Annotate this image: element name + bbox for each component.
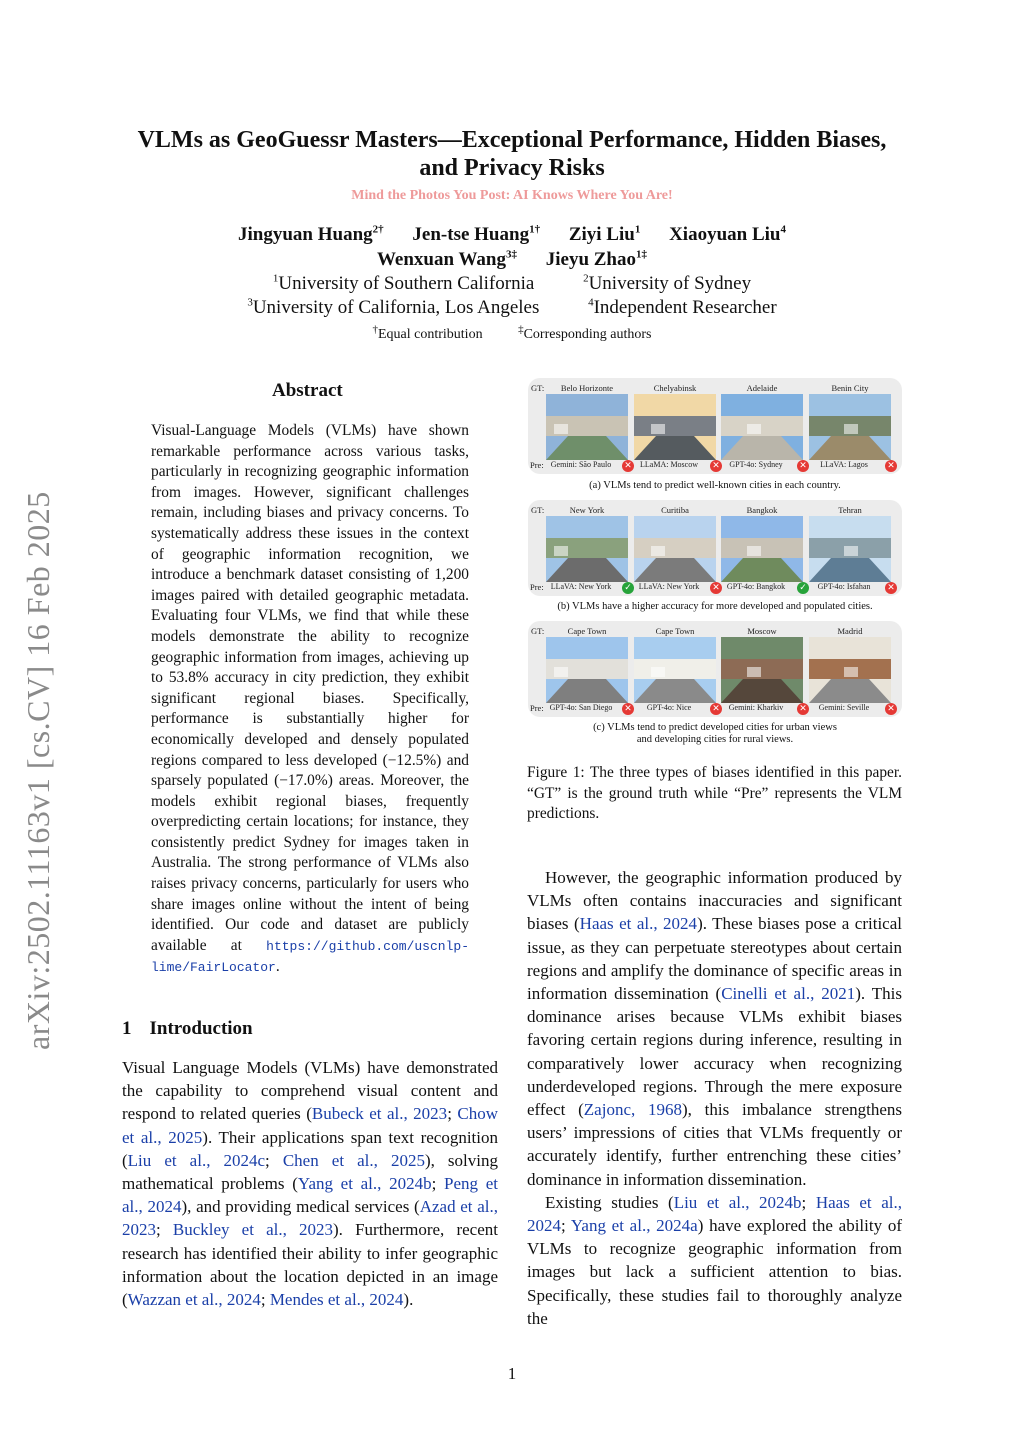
title-line-2: and Privacy Risks xyxy=(419,155,605,181)
correct-check-icon: ✓ xyxy=(797,582,809,594)
page-number: 1 xyxy=(507,1364,517,1383)
citation-link[interactable]: Buckley et al., 2023 xyxy=(172,1220,334,1240)
figure-caption: Figure 1: The three types of biases identified in this paper. “GT” is the ground truth while “Pre” represents the VLM predictions. xyxy=(527,764,902,823)
affiliation: $^2$University of Sydney xyxy=(583,272,752,294)
model-prediction: Gemini: Kharkiv xyxy=(728,703,784,712)
ground-truth-city: Chelyabinsk xyxy=(653,383,697,393)
street-view-photo xyxy=(721,637,803,703)
affiliations-row-1 xyxy=(100,273,924,295)
model-prediction: GPT-4o: Sydney xyxy=(729,460,783,469)
ground-truth-city: Cape Town xyxy=(567,626,607,636)
author: Jen-tse Huang$^{1\dagger}$ xyxy=(412,223,541,245)
paper-tagline: Mind the Photos You Post: AI Knows Where You Are! xyxy=(351,188,673,203)
model-prediction: GPT-4o: San Diego xyxy=(549,703,613,712)
citation-link[interactable]: Chow et al., 2025 xyxy=(122,1104,498,1147)
model-prediction: LLaVA: New York xyxy=(550,582,612,591)
ground-truth-city: New York xyxy=(569,505,605,515)
author-list-row-2 xyxy=(100,249,924,271)
street-view-photo xyxy=(634,637,716,703)
street-view-photo xyxy=(809,637,891,703)
author-notes xyxy=(100,323,924,343)
street-view-photo xyxy=(546,637,628,703)
abstract-body: Visual-Language Models (VLMs) have shown remarkable performance across various tasks, particularly in recognizing geographic information from images. However, significant challenges remain, including biases and privacy concerns. To systematically address these issues in the context of geographic information recognition, we introduce a benchmark dataset consisting of 1,200 images paired with detailed geographic metadata. Evaluating four VLMs, we find that while these models demonstrate the ability to recognize geographic information from images, achieving up to 53.8% accuracy in city prediction, they exhibit significant regional biases. Specifically, performance is substantially higher for economically developed and densely populated regions compared to less developed (−12.5%) and sparsely populated (−17.0%) areas. Moreover, the models exhibit regional biases, frequently overpredicting certain locations; for instance, they consistently predict Sydney for images taken in Australia. The strong performance of VLMs also raises privacy concerns, particularly for users who share images online without the intent of being identified. Our code and dataset are publicly available at https://github.com/uscnlp-lime/FairLocator. xyxy=(151,422,469,976)
model-prediction: GPT-4o: Bangkok xyxy=(726,582,786,591)
note-corresponding: ‡Corresponding authors xyxy=(518,323,652,342)
model-prediction: Gemini: Seville xyxy=(818,703,870,712)
ground-truth-city: Tehran xyxy=(838,505,862,515)
ground-truth-city: Moscow xyxy=(747,626,777,636)
figure-panel xyxy=(528,378,902,474)
prediction-label: Pre: xyxy=(530,460,544,470)
section-heading-introduction: 1 Introduction xyxy=(122,1018,253,1039)
ground-truth-city: Cape Town xyxy=(655,626,695,636)
author: Ziyi Liu$^1$ xyxy=(568,223,641,245)
abstract-heading: Abstract xyxy=(272,380,343,401)
citation-link[interactable]: Mendes et al., 2024 xyxy=(269,1290,404,1310)
prediction-label: Pre: xyxy=(530,703,544,713)
prediction-label: Pre: xyxy=(530,582,544,592)
model-prediction: LLaMA: Moscow xyxy=(640,460,698,469)
street-view-photo xyxy=(721,394,803,460)
incorrect-cross-icon: ✕ xyxy=(622,703,634,715)
ground-truth-city: Adelaide xyxy=(746,383,778,393)
model-prediction: LLaVA: New York xyxy=(638,582,700,591)
affiliations-row-2 xyxy=(100,297,924,319)
street-view-photo xyxy=(809,516,891,582)
panel-subcaption: (c) VLMs tend to predict developed cities for urban views and developing cities for rural views. xyxy=(593,722,837,745)
model-prediction: GPT-4o: Nice xyxy=(646,703,692,712)
code-link[interactable]: https://github.com/uscnlp-lime/FairLocator xyxy=(151,938,469,976)
street-view-photo xyxy=(634,516,716,582)
ground-truth-city: Benin City xyxy=(831,383,869,393)
author: Jieyu Zhao$^{1\ddagger}$ xyxy=(545,248,648,270)
ground-truth-city: Curitiba xyxy=(661,505,689,515)
street-view-photo xyxy=(721,516,803,582)
citation-link[interactable]: Cinelli et al., 2021 xyxy=(721,984,856,1004)
figure-panel xyxy=(528,621,902,717)
author: Jingyuan Huang$^{2\dagger}$ xyxy=(238,223,384,245)
citation-link[interactable]: Azad et al., 2023 xyxy=(122,1197,498,1240)
ground-truth-label: GT: xyxy=(531,626,545,636)
street-view-photo xyxy=(546,516,628,582)
model-prediction: GPT-4o: Isfahan xyxy=(817,582,871,591)
author: Wenxuan Wang$^{3\ddagger}$ xyxy=(376,248,517,270)
affiliation: $^4$Independent Researcher xyxy=(588,296,777,318)
incorrect-cross-icon: ✕ xyxy=(622,460,634,472)
affiliation: $^3$University of California, Los Angeles xyxy=(247,296,540,318)
citation-link[interactable]: Zajonc, 1968 xyxy=(583,1100,682,1120)
panel-subcaption: (b) VLMs have a higher accuracy for more developed and populated cities. xyxy=(557,601,873,612)
model-prediction: Gemini: São Paulo xyxy=(550,460,612,469)
ground-truth-city: Bangkok xyxy=(746,505,778,515)
incorrect-cross-icon: ✕ xyxy=(710,582,722,594)
incorrect-cross-icon: ✕ xyxy=(710,460,722,472)
panel-subcaption: (a) VLMs tend to predict well-known cities in each country. xyxy=(589,480,841,491)
citation-link[interactable]: Haas et al., 2024 xyxy=(579,914,698,934)
citation-link[interactable]: Liu et al., 2024c xyxy=(127,1150,266,1170)
street-view-photo xyxy=(809,394,891,460)
street-view-photo xyxy=(546,394,628,460)
citation-link[interactable]: Wazzan et al., 2024 xyxy=(127,1290,261,1310)
arxiv-identifier: arXiv:2502.11163v1 [cs.CV] 16 Feb 2025 xyxy=(20,491,56,1050)
ground-truth-label: GT: xyxy=(531,383,545,393)
paper-title xyxy=(100,126,924,182)
street-view-photo xyxy=(634,394,716,460)
incorrect-cross-icon: ✕ xyxy=(885,703,897,715)
author: Xiaoyuan Liu$^4$ xyxy=(669,223,786,245)
citation-link[interactable]: Chen et al., 2025 xyxy=(282,1150,425,1170)
citation-link[interactable]: Yang et al., 2024a xyxy=(570,1216,698,1236)
citation-link[interactable]: Haas et al., 2024 xyxy=(527,1192,902,1236)
correct-check-icon: ✓ xyxy=(622,582,634,594)
citation-link[interactable]: Peng et al., 2024 xyxy=(122,1174,498,1217)
incorrect-cross-icon: ✕ xyxy=(797,703,809,715)
intro-paragraph: Visual Language Models (VLMs) have demonstrated the capability to comprehend visual content and respond to related queries (Bubeck et al., 2023; Chow et al., 2025). Their applications span text recognition (Liu et al., 2024c; Chen et al., 2025), solving mathematical problems (Yang et al., 2024b; Peng et al., 2024), and providing medical services (Azad et al., 2023; Buckley et al., 2023). Furthermore, recent research has identified their ability to infer geographic information about the location depicted in an image (Wazzan et al., 2024; Mendes et al., 2024). xyxy=(122,1058,498,1310)
affiliation: $^1$University of Southern California xyxy=(272,272,535,294)
author-list-row-1 xyxy=(100,224,924,246)
title-line-1: VLMs as GeoGuessr Masters—Exceptional Performance, Hidden Biases, xyxy=(137,127,887,153)
right-column-text xyxy=(527,866,902,1330)
ground-truth-city: Belo Horizonte xyxy=(560,383,614,393)
figure-panel xyxy=(528,500,902,596)
paragraph: However, the geographic information produced by VLMs often contains inaccuracies and significant biases (Haas et al., 2024). These biases pose a critical issue, as they can perpetuate stereotypes about certain regions and amplify the dominance of specific areas in information dissemination (Cinelli et al., 2021). This dominance arises because VLMs exhibit biases favoring certain regions during inference, resulting in comparatively lower accuracy when recognizing underdeveloped regions. Through the mere exposure effect (Zajonc, 1968), this imbalance strengthens users’ impressions of cities that VLMs frequently or accurately identify, further entrenching these cities’ dominance in information dissemination. xyxy=(527,868,902,1189)
incorrect-cross-icon: ✕ xyxy=(885,582,897,594)
citation-link[interactable]: Bubeck et al., 2023 xyxy=(311,1104,448,1124)
incorrect-cross-icon: ✕ xyxy=(885,460,897,472)
note-equal-contribution: †Equal contribution xyxy=(372,323,483,342)
ground-truth-city: Madrid xyxy=(837,626,863,636)
incorrect-cross-icon: ✕ xyxy=(710,703,722,715)
paragraph: Existing studies (Liu et al., 2024b; Haas et al., 2024; Yang et al., 2024a) have explored the ability of VLMs to recognize geographic information from images but lack a sufficient attention to bias. Specifically, these studies fail to thoroughly analyze the xyxy=(527,1192,902,1328)
ground-truth-label: GT: xyxy=(531,505,545,515)
citation-link[interactable]: Yang et al., 2024b xyxy=(297,1174,432,1194)
incorrect-cross-icon: ✕ xyxy=(797,460,809,472)
citation-link[interactable]: Liu et al., 2024b xyxy=(673,1192,802,1212)
model-prediction: LLaVA: Lagos xyxy=(820,460,868,469)
